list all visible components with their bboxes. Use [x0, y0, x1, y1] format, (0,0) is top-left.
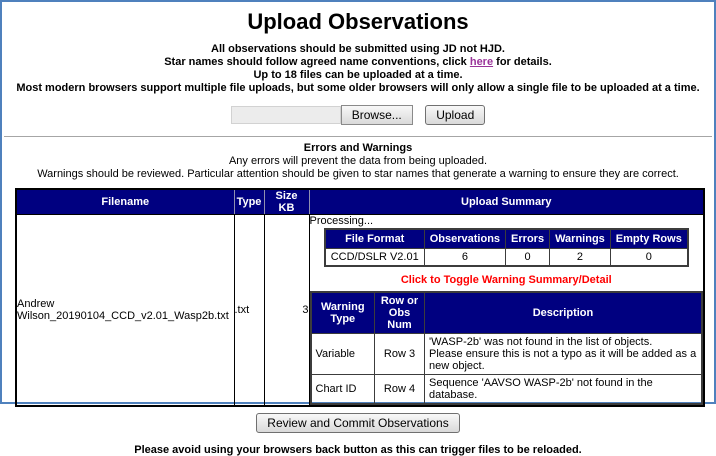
page-title: Upload Observations	[247, 9, 469, 34]
file-input-text[interactable]	[231, 106, 341, 124]
header-empty-rows: Empty Rows	[610, 229, 688, 248]
intro-notes	[2, 43, 714, 95]
errors-line-1: Any errors will prevent the data from being uploaded.	[228, 155, 488, 167]
intro-line-star-names-post: for details.	[493, 56, 552, 68]
review-and-commit-button[interactable]: Review and Commit Observations	[256, 413, 459, 433]
browse-button[interactable]: Browse...	[341, 105, 413, 125]
warnings-value: 2	[550, 248, 611, 266]
warnings-table	[310, 291, 704, 405]
empty-rows-value: 0	[610, 248, 688, 266]
header-row-or-obs-num: Row or Obs Num	[375, 292, 425, 334]
header-description: Description	[425, 292, 703, 334]
upload-controls	[2, 105, 714, 127]
column-header-type: Type	[234, 189, 264, 215]
section-divider	[4, 136, 712, 137]
toggle-warning-detail-link[interactable]: Click to Toggle Warning Summary/Detail	[400, 273, 612, 286]
warnings-header-row	[311, 292, 703, 334]
file-format-value: CCD/DSLR V2.01	[325, 248, 425, 266]
header-warnings: Warnings	[550, 229, 611, 248]
column-header-size-kb: Size KB	[264, 189, 309, 215]
errors-heading: Errors and Warnings	[303, 142, 413, 154]
processing-label: Processing...	[309, 215, 374, 227]
intro-line-star-names	[2, 56, 714, 69]
errors-value: 0	[506, 248, 550, 266]
header-errors: Errors	[506, 229, 550, 248]
format-summary-header-row	[325, 229, 688, 248]
warning-type-value: Chart ID	[311, 374, 375, 404]
warning-description-value: Sequence 'AAVSO WASP-2b' not found in the database.	[425, 374, 703, 404]
warning-row	[311, 374, 703, 404]
observations-value: 6	[424, 248, 505, 266]
file-input[interactable]	[231, 105, 413, 125]
warning-row	[311, 333, 703, 374]
header-warning-type: Warning Type	[311, 292, 375, 334]
intro-line-jd: All observations should be submitted using JD not HJD.	[211, 43, 505, 55]
column-header-upload-summary: Upload Summary	[309, 189, 704, 215]
warning-row-num-value: Row 4	[375, 374, 425, 404]
warning-description-line-1: 'WASP-2b' was not found in the list of objects.	[429, 335, 653, 348]
warning-row-num-value: Row 3	[375, 333, 425, 374]
warning-type-value: Variable	[311, 333, 375, 374]
review-button-row	[2, 413, 714, 433]
errors-and-warnings-section	[2, 142, 714, 181]
format-summary-table	[324, 228, 689, 267]
warning-description-line-2: Please ensure this is not a typo as it will be added as a new object.	[429, 347, 697, 372]
files-table-header-row	[16, 189, 704, 215]
intro-line-star-names-pre: Star names should follow agreed name conventions, click	[164, 56, 470, 68]
here-link[interactable]: here	[469, 56, 494, 68]
back-button-warning-note: Please avoid using your browsers back button as this can trigger files to be reloaded.	[134, 443, 582, 456]
upload-button[interactable]: Upload	[425, 105, 485, 125]
upload-summary-cell	[309, 215, 704, 406]
intro-line-file-limit: Up to 18 files can be uploaded at a time.	[253, 69, 463, 81]
column-header-filename: Filename	[16, 189, 234, 215]
file-size-cell: 3	[264, 215, 309, 406]
errors-line-2: Warnings should be reviewed. Particular attention should be given to star names that generate a warning to ensure they are correct.	[37, 168, 679, 180]
files-table	[15, 188, 705, 407]
file-type-cell: .txt	[234, 215, 264, 406]
intro-line-browser-note: Most modern browsers support multiple file uploads, but some older browsers will only allow a single file to be uploaded at a time.	[16, 82, 700, 94]
header-observations: Observations	[424, 229, 505, 248]
warning-description-value	[425, 333, 703, 374]
filename-cell: Andrew Wilson_20190104_CCD_v2.01_Wasp2b.txt	[16, 215, 234, 406]
file-row	[16, 215, 704, 406]
header-file-format: File Format	[325, 229, 425, 248]
format-summary-data-row	[325, 248, 688, 266]
